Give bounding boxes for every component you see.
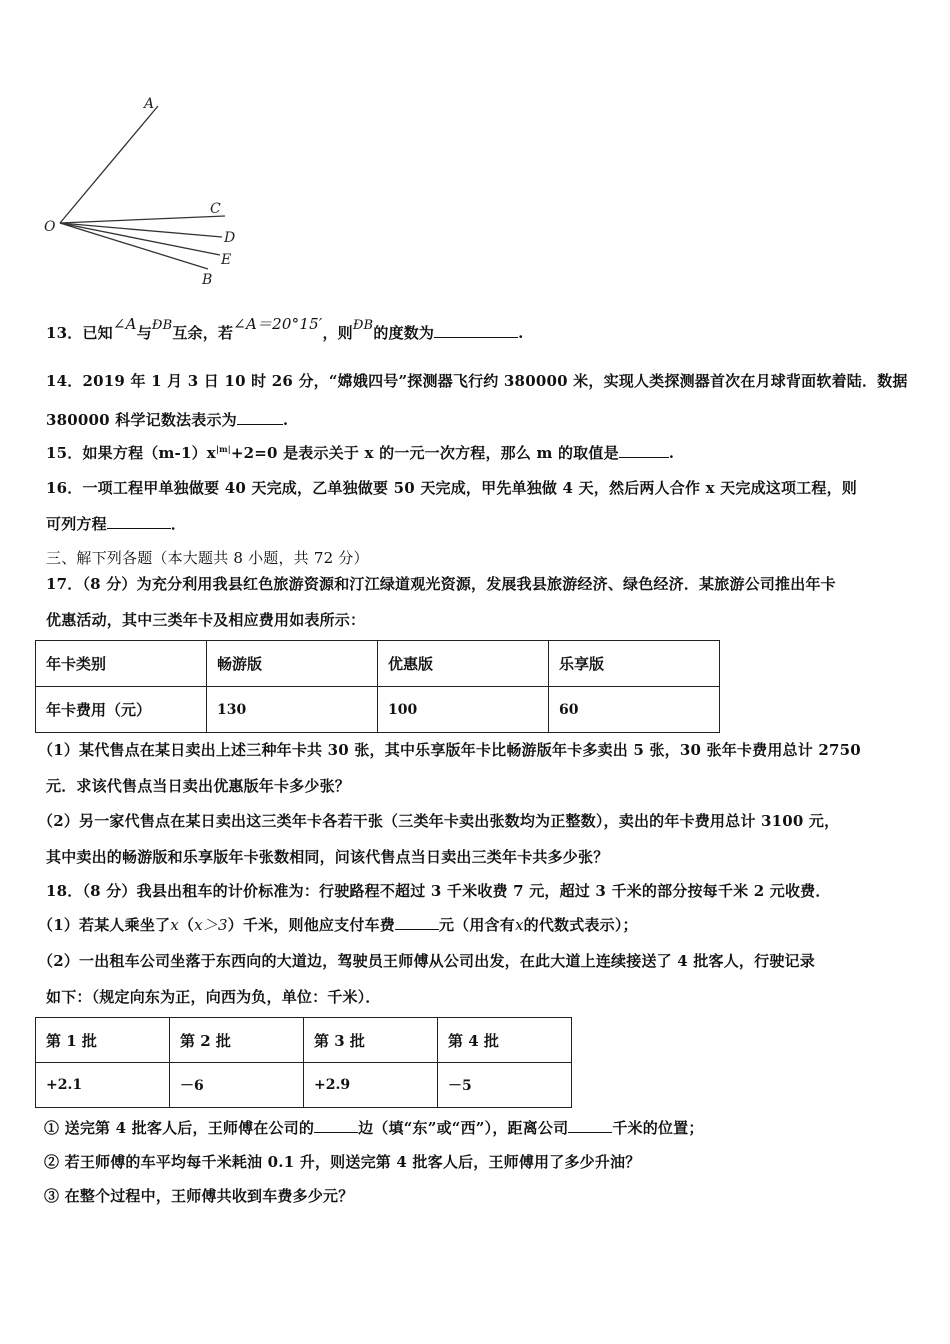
question-17-line2: 优惠活动，其中三类年卡及相应费用如表所示： (46, 611, 366, 629)
q18-s1-text-a: ① 送完第 4 批客人后，王师傅在公司的 (44, 1119, 315, 1137)
table-cell: 100 (378, 687, 549, 733)
angle-figure (40, 92, 280, 292)
table-cell: 60 (549, 687, 720, 733)
q18-p1-text-c: ）千米，则他应支付车费 (227, 916, 395, 934)
question-17-part1-line1: （1）某代售点在某日卖出上述三种年卡共 30 张，其中乐享版年卡比畅游版年卡多卖出 5 张，30 张年卡费用总计 2750 (38, 741, 861, 759)
label-b: B (202, 272, 213, 288)
q15-text-2: +2=0 是表示关于 x 的一元一次方程，那么 m 的取值是 (230, 444, 619, 462)
q18-p1-var-x: x (170, 916, 179, 934)
question-17-line1: 17．（8 分）为充分利用我县红色旅游资源和汀江绿道观光资源，发展我县旅游经济、绿色经济．某旅游公司推出年卡 (46, 575, 836, 593)
q16-answer-blank[interactable] (107, 514, 171, 529)
question-18-line1: 18．（8 分）我县出租车的计价标准为：行驶路程不超过 3 千米收费 7 元，超过 3 千米的部分按每千米 2 元收费． (46, 882, 831, 900)
question-16-line2 (46, 513, 186, 534)
label-e: E (221, 252, 232, 268)
q14-text: 380000 科学记数法表示为 (46, 411, 237, 429)
label-d: D (224, 230, 236, 246)
table-header-cell: 年卡类别 (36, 641, 207, 687)
q13-text-2: 与 (136, 324, 152, 342)
question-14-line1: 14．2019 年 1 月 3 日 10 时 26 分，“嫦娥四号”探测器飞行约 380000 米，实现人类探测器首次在月球背面软着陆．数据 (46, 372, 908, 390)
q13-angle-b2: ÐB (352, 318, 374, 333)
question-17-part1-line2: 元．求该代售点当日卖出优惠版年卡多少张？ (46, 777, 351, 795)
label-a: A (144, 96, 155, 112)
q15-text-1: 15．如果方程（m-1）x (46, 444, 216, 462)
question-14-line2 (46, 409, 288, 430)
q16-text: 可列方程 (46, 515, 107, 533)
annual-card-table (35, 640, 720, 733)
question-18-sub3: ③ 在整个过程中，王师傅共收到车费多少元？ (44, 1187, 354, 1205)
ray-oc (60, 216, 225, 223)
q18-s1-text-b: 边（填“东”或“西”），距离公司 (358, 1119, 569, 1137)
question-18-part2-line2: 如下：（规定向东为正，向西为负，单位：千米）． (46, 988, 381, 1006)
table-cell: －6 (170, 1063, 304, 1108)
q13-number: 13． (46, 324, 83, 342)
q13-text-4: ，则 (322, 324, 353, 342)
question-18-sub1 (44, 1117, 704, 1138)
q15-end: . (668, 444, 675, 462)
q18-s1-distance-blank[interactable] (568, 1118, 612, 1133)
angle-diagram (40, 92, 280, 292)
q18-p1-answer-blank[interactable] (395, 915, 439, 930)
table-header-cell: 第 3 批 (304, 1018, 438, 1063)
table-row (36, 1063, 572, 1108)
question-18-sub2: ② 若王师傅的车平均每千米耗油 0.1 升，则送完第 4 批客人后，王师傅用了多少升油？ (44, 1153, 641, 1171)
question-13 (46, 315, 524, 343)
q15-answer-blank[interactable] (619, 443, 669, 458)
question-17-part2-line2: 其中卖出的畅游版和乐享版年卡张数相同，问该代售点当日卖出三类年卡共多少张？ (46, 848, 609, 866)
table-row (36, 1018, 572, 1063)
q18-p1-text-d: 元（用含有 (438, 916, 515, 934)
table-header-cell: 第 2 批 (170, 1018, 304, 1063)
q18-s1-direction-blank[interactable] (314, 1118, 358, 1133)
q13-angle-a: ∠A (112, 315, 137, 333)
table-row (36, 641, 720, 687)
label-c: C (210, 201, 221, 217)
q18-p1-text-b: （ (178, 916, 195, 934)
q13-text-3: 互余，若 (172, 324, 234, 342)
q16-end: ． (170, 515, 187, 533)
q18-s1-text-c: 千米的位置； (612, 1119, 704, 1137)
q14-end: . (282, 411, 289, 429)
table-row-label: 年卡费用（元） (36, 687, 207, 733)
table-cell: －5 (438, 1063, 572, 1108)
q13-end: . (518, 324, 524, 342)
q18-p1-text-a: （1）若某人乘坐了 (38, 916, 171, 934)
table-header-cell: 乐享版 (549, 641, 720, 687)
question-16-line1: 16．一项工程甲单独做要 40 天完成，乙单独做要 50 天完成，甲先单独做 4 天，然后两人合作 x 天完成这项工程，则 (46, 479, 857, 497)
q15-exponent: |m| (215, 444, 231, 454)
table-header-cell: 第 1 批 (36, 1018, 170, 1063)
ray-oa (60, 106, 158, 223)
question-17-part2-line1: （2）另一家代售点在某日卖出这三类年卡各若干张（三类年卡卖出张数均为正整数），卖出的年卡费用总计 3100 元， (38, 812, 840, 830)
q13-angle-b: ÐB (151, 318, 173, 333)
ray-oe (60, 223, 220, 255)
q18-p1-var-x2: x (514, 916, 524, 934)
driving-record-table (35, 1017, 572, 1108)
label-o: O (44, 219, 56, 235)
q13-answer-blank[interactable] (434, 323, 518, 338)
table-header-cell: 第 4 批 (438, 1018, 572, 1063)
q13-text-1: 已知 (82, 324, 113, 342)
question-15 (46, 442, 674, 463)
q18-p1-text-e: 的代数式表示）； (523, 916, 638, 934)
q13-equation: ∠A＝20°15′ (233, 315, 323, 333)
table-header-cell: 畅游版 (207, 641, 378, 687)
question-18-part1 (38, 914, 638, 935)
q14-answer-blank[interactable] (237, 410, 283, 425)
table-row (36, 687, 720, 733)
table-cell: +2.9 (304, 1063, 438, 1108)
section-3-heading: 三、解下列各题（本大题共 8 小题，共 72 分） (46, 549, 369, 567)
table-cell: 130 (207, 687, 378, 733)
table-cell: +2.1 (36, 1063, 170, 1108)
q13-text-5: 的度数为 (373, 324, 435, 342)
question-18-part2-line1: （2）一出租车公司坐落于东西向的大道边，驾驶员王师傅从公司出发，在此大道上连续接送了 4 批客人，行驶记录 (38, 952, 815, 970)
table-header-cell: 优惠版 (378, 641, 549, 687)
q18-p1-condition: x＞3 (194, 916, 228, 934)
